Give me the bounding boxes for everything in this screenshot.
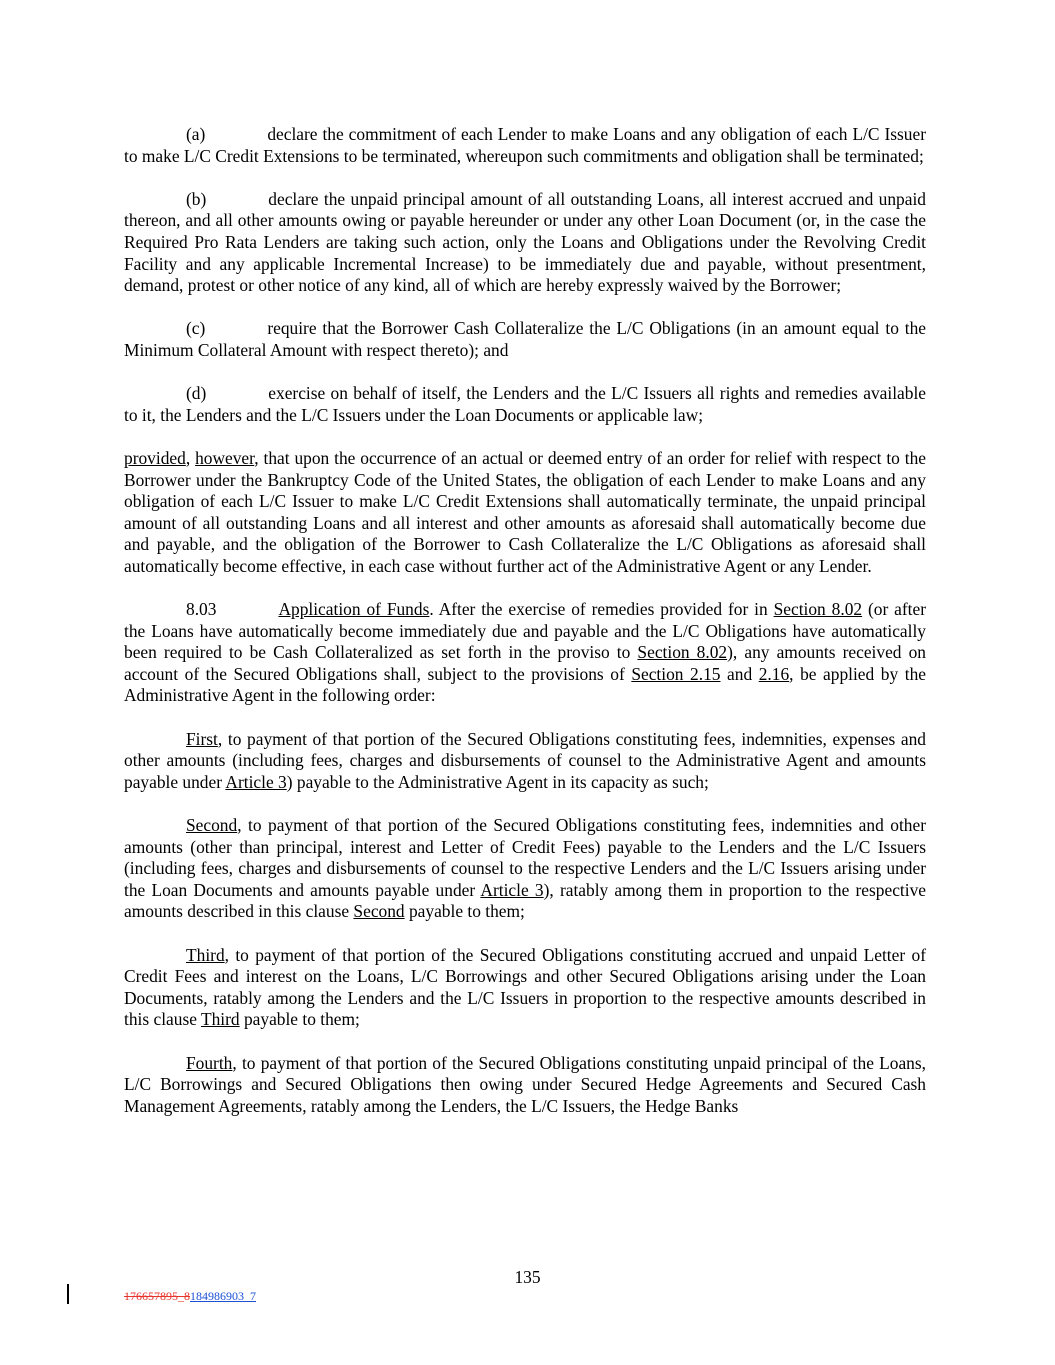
document-id-deleted: 176657895_8 — [124, 1289, 190, 1303]
clause-a — [124, 124, 926, 167]
clause-d-label: (d) — [186, 383, 207, 404]
document-body — [124, 124, 926, 1139]
priority-first — [124, 729, 926, 794]
second-ref-clause: Second — [353, 901, 405, 922]
second-ref-article-3: Article 3 — [480, 879, 544, 900]
proviso-text: , that upon the occurrence of an actual or deemed entry of an order for relief with respect to the Borrower under the Bankruptcy Code of the United States, the obligation of each Lender to make Loans and any obligation of each L/C Issuer to make L/C Credit Extensions shall automatically terminate, the unpaid principal amount of all outstanding Loans and all interest and other amounts as aforesaid shall automatically become due and payable, and the obligation of the Borrower to Cash Collateralize the L/C Obligations as aforesaid shall automatically become effective, in each case without further act of the Administrative Agent or any Lender. — [124, 447, 926, 576]
priority-second — [124, 815, 926, 923]
section-text-3: ), any amounts received on account of the Secured Obligations shall, subject to the provisions of — [124, 642, 926, 684]
clause-b-text: declare the unpaid principal amount of all outstanding Loans, all interest accrued and unpaid thereon, and all other amounts owing or payable hereunder or under any other Loan Document (or, in the case the Required Pro Rata Lenders are taking such action, only the Loans and Obligations under the Revolving Credit Facility and any applicable Incremental Increase) to be immediately due and payable, without presentment, demand, protest or other notice of any kind, all of which are hereby expressly waived by the Borrower; — [124, 188, 926, 296]
second-text-3: payable to them; — [404, 901, 525, 922]
section-text-2: (or after the Loans have automatically become immediately due and payable and the L/C Obligations have automatically been required to be Cash Collateralized as set forth in the proviso to — [124, 599, 927, 663]
second-text-2: ), ratably among them in proportion to the respective amounts described in this clause — [124, 879, 926, 922]
first-ref-article-3: Article 3 — [225, 771, 287, 792]
clause-c-text: require that the Borrower Cash Collateralize the L/C Obligations (in an amount equal to the Minimum Collateral Amount with respect thereto); and — [124, 318, 926, 360]
first-text-2: ) payable to the Administrative Agent in its capacity as such; — [286, 771, 709, 792]
third-text-2: payable to them; — [239, 1009, 360, 1030]
clause-d — [124, 383, 926, 426]
first-text-1: , to payment of that portion of the Secured Obligations constituting fees, indemnities, expenses and other amounts (including fees, charges and disbursements of counsel to the Administrative Agent and amounts payable under — [124, 728, 926, 792]
section-heading: Application of Funds — [278, 599, 430, 620]
clause-a-label: (a) — [186, 124, 206, 144]
fourth-text-1: , to payment of that portion of the Secured Obligations constituting unpaid principal of the Loans, L/C Borrowings and Secured Obligations then owing under Secured Hedge Agreements and Secured Cash Management Agreements, ratably among the Lenders, the L/C Issuers, the Hedge Banks — [124, 1052, 926, 1116]
provided-term: provided — [124, 447, 186, 468]
section-number: 8.03 — [186, 599, 217, 620]
section-ref-8-02-second: Section 8.02 — [637, 642, 728, 663]
page-number: 135 — [514, 1267, 541, 1287]
section-ref-2-16: 2.16 — [758, 663, 790, 684]
clause-d-text: exercise on behalf of itself, the Lenders and the L/C Issuers all rights and remedies available to it, the Lenders and the L/C Issuers under the Loan Documents or applicable law; — [124, 383, 926, 425]
revision-change-bar — [67, 1284, 69, 1304]
document-id-inserted: 184986903_7 — [190, 1289, 256, 1303]
fourth-term: Fourth — [186, 1052, 233, 1073]
priority-third — [124, 945, 926, 1031]
priority-fourth — [124, 1053, 926, 1118]
third-text-1: , to payment of that portion of the Secured Obligations constituting accrued and unpaid Letter of Credit Fees and interest on the Loans, L/C Borrowings and other Secured Obligations arising under the Loan Documents, ratably among the Lenders and the L/C Issuers in proportion to the respective amounts described in this clause — [124, 944, 926, 1030]
proviso-paragraph — [124, 448, 926, 578]
section-ref-8-02: Section 8.02 — [773, 599, 863, 620]
section-text-1: . After the exercise of remedies provided for in — [429, 599, 774, 620]
second-text-1: , to payment of that portion of the Secured Obligations constituting fees, indemnities and other amounts (other than principal, interest and Letter of Credit Fees) payable to the Lenders and the L/C Issuers (including fees, charges and disbursements of counsel to the respective Lenders and the L/C Issuers arising under the Loan Documents and amounts payable under — [124, 815, 926, 900]
document-id — [124, 1289, 256, 1304]
clause-b — [124, 189, 926, 297]
third-term: Third — [186, 944, 225, 965]
section-text-5: , be applied by the Administrative Agent in the following order: — [124, 663, 926, 706]
clause-b-label: (b) — [186, 188, 207, 209]
proviso-separator: , — [185, 447, 196, 468]
clause-c — [124, 318, 926, 361]
section-ref-2-15: Section 2.15 — [631, 663, 721, 684]
clause-c-label: (c) — [186, 318, 206, 339]
section-8-03 — [124, 599, 926, 707]
however-term: however — [195, 447, 255, 468]
second-term: Second — [186, 815, 238, 835]
third-ref-clause: Third — [200, 1009, 240, 1030]
section-text-4: and — [720, 663, 759, 684]
clause-a-text: declare the commitment of each Lender to make Loans and any obligation of each L/C Issuer to make L/C Credit Extensions to be terminated, whereupon such commitments and obligation shall be terminated; — [124, 124, 926, 166]
first-term: First — [186, 728, 218, 749]
